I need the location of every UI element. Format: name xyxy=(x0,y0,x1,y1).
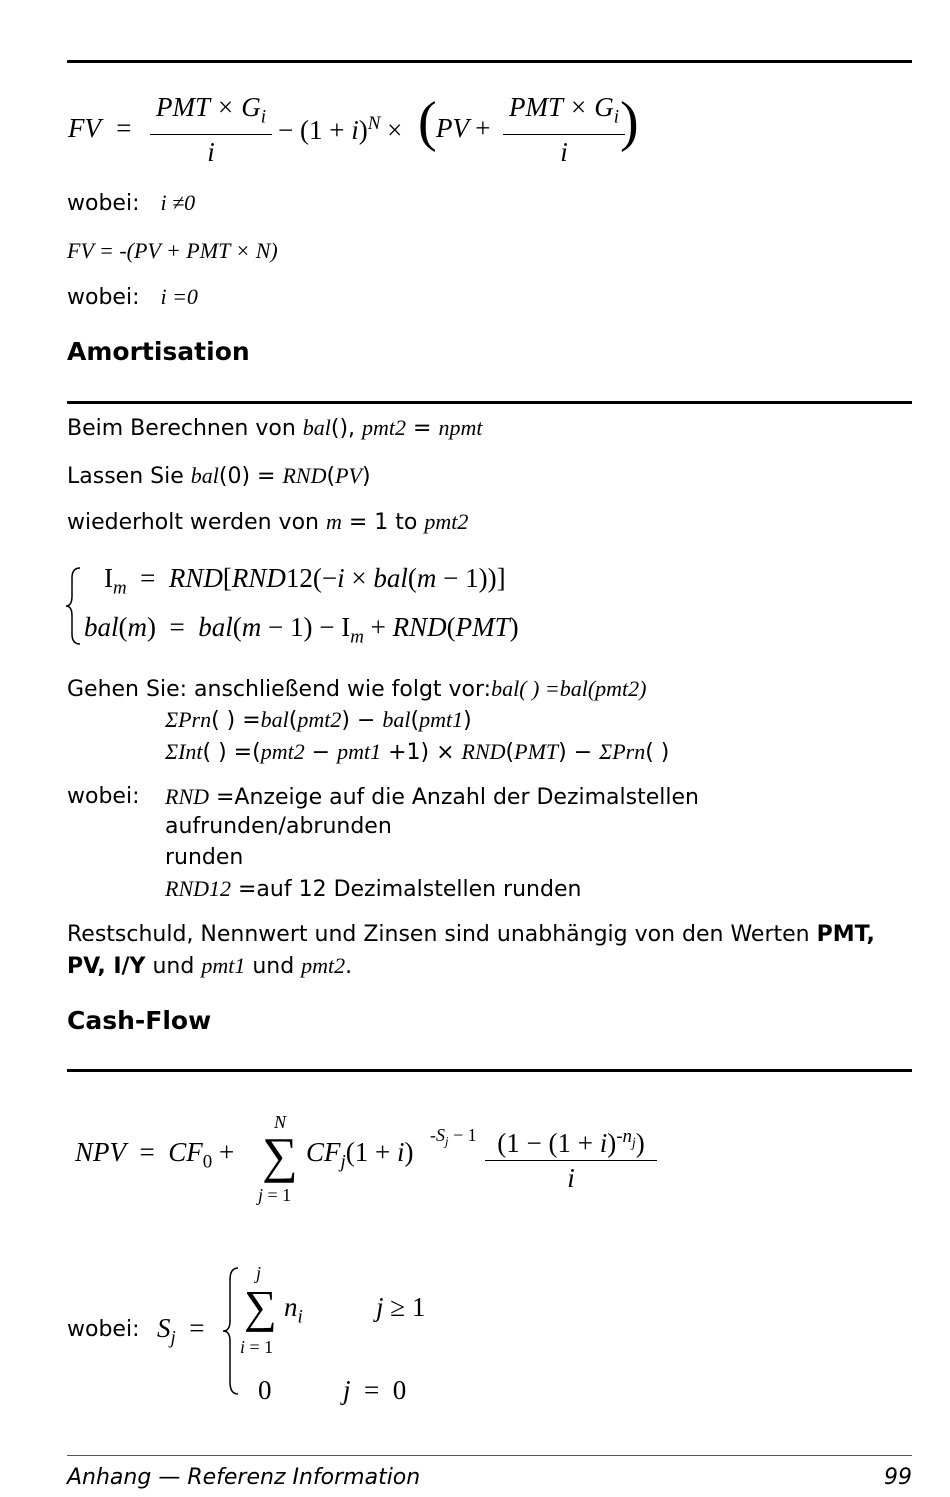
amort-where-label: wobei: xyxy=(67,784,140,809)
go-label-line: Gehen Sie: anschließend wie folgt vor:bal( ) =bal(pmt2) xyxy=(67,676,647,702)
amort-note: Restschuld, Nennwert und Zinsen sind unabhängig von den Werten PMT, PV, I/Y und pmt1 und pmt2. xyxy=(67,922,875,979)
fv-where1: wobei: i ≠0 xyxy=(67,190,196,216)
footer-title: Anhang — Referenz Information xyxy=(67,1465,421,1490)
amort-line2: Lassen Sie bal(0) = RND(PV) xyxy=(67,463,371,489)
cashflow-where-label: wobei: xyxy=(67,1317,140,1342)
sum-int-line: ΣInt( ) =(pmt2 − pmt1 +1) × RND(PMT) − ΣPrn( ) xyxy=(165,739,670,765)
top-rule xyxy=(67,60,912,63)
amort-where-1: RND =Anzeige auf die Anzahl der Dezimalstellen xyxy=(165,784,699,810)
amort-where-2: aufrunden/abrunden xyxy=(165,814,392,839)
cashflow-heading: Cash-Flow xyxy=(67,1006,212,1035)
amort-where-3: runden xyxy=(165,845,244,870)
amort-line1: Beim Berechnen von bal(), pmt2 = npmt xyxy=(67,415,483,441)
fv-where2: wobei: i =0 xyxy=(67,284,198,310)
amortisation-rule xyxy=(67,401,912,404)
cashflow-rule xyxy=(67,1069,912,1072)
amortisation-heading: Amortisation xyxy=(67,337,250,366)
page-number: 99 xyxy=(884,1465,912,1490)
left-brace-icon xyxy=(64,566,84,646)
footer-rule xyxy=(67,1455,912,1456)
fv-zero-equation: FV = -(PV + PMT × N) xyxy=(67,238,278,263)
amort-where-4: RND12 =auf 12 Dezimalstellen runden xyxy=(165,876,582,902)
case-brace-icon xyxy=(220,1266,242,1396)
sum-prn-line: ΣPrn( ) =bal(pmt2) − bal(pmt1) xyxy=(165,707,472,733)
amort-line3: wiederholt werden von m = 1 to pmt2 xyxy=(67,509,469,535)
